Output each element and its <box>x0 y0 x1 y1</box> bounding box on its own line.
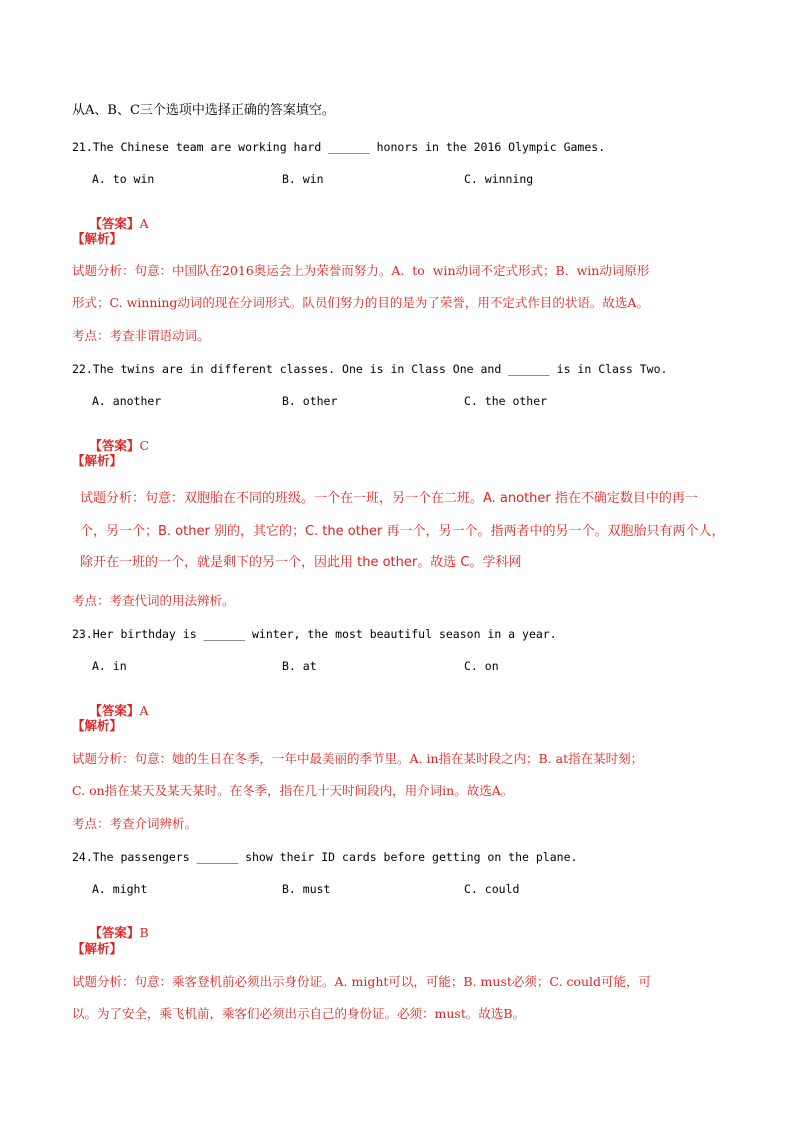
exam-point: 考点：考查介词辨析。 <box>72 816 198 831</box>
answer-label: 【答案】 <box>89 438 140 453</box>
analysis-label: 【解析】 <box>72 941 123 956</box>
answer-label: 【答案】 <box>89 925 140 940</box>
option-a: A. in <box>92 659 127 673</box>
analysis-line: C. on指在某天及某天某时。在冬季，指在几十天时间段内，用介词in。故选A。 <box>72 783 514 798</box>
answer-value: A <box>139 216 149 231</box>
question-stem: 23.Her birthday is ______ winter, the most beautiful season in a year. <box>72 627 557 641</box>
option-b: B. must <box>282 882 331 896</box>
option-b: B. at <box>282 659 317 673</box>
answer-value: B <box>139 925 149 940</box>
analysis-line: 试题分析：句意：中国队在2016奥运会上为荣誉而努力。A. to win动词不定式形式；B. win动词原形 <box>72 263 650 278</box>
analysis-label: 【解析】 <box>72 453 123 468</box>
option-b: B. win <box>282 172 324 186</box>
option-c: C. the other <box>464 394 548 408</box>
analysis-line: 形式；C. winning动词的现在分词形式。队员们努力的目的是为了荣誉，用不定式作目的状语。故选A。 <box>72 295 649 310</box>
analysis-line: 除开在一班的一个，就是剩下的另一个，因此用 the other。故选 C。学科网 <box>80 555 522 570</box>
answer-value: C <box>139 438 150 453</box>
question-stem: 21.The Chinese team are working hard ______ honors in the 2016 Olympic Games. <box>72 140 606 154</box>
analysis-line: 以。为了安全，乘飞机前，乘客们必须出示自己的身份证。必须：must。故选B。 <box>72 1006 526 1021</box>
analysis-label: 【解析】 <box>72 231 123 246</box>
analysis-line: 试题分析：句意：双胞胎在不同的班级。一个在一班，另一个在二班。A. another 指在不确定数目中的再一 <box>80 491 698 506</box>
answer-value: A <box>139 703 149 718</box>
analysis-line: 个，另一个；B. other 别的，其它的；C. the other 再一个，另一个。指两者中的另一个。双胞胎只有两个人， <box>80 524 725 539</box>
exam-point: 考点：考查代词的用法辨析。 <box>72 593 235 608</box>
option-c: C. could <box>464 882 520 896</box>
analysis-line: 试题分析：句意：她的生日在冬季，一年中最美丽的季节里。A. in指在某时段之内；B. at指在某时刻； <box>72 751 644 766</box>
option-c: C. winning <box>464 172 534 186</box>
answer-label: 【答案】 <box>89 216 140 231</box>
analysis-label: 【解析】 <box>72 718 123 733</box>
option-a: A. might <box>92 882 148 896</box>
option-a: A. to win <box>92 172 155 186</box>
question-stem: 24.The passengers ______ show their ID cards before getting on the plane. <box>72 850 578 864</box>
exam-point: 考点：考查非谓语动词。 <box>72 328 210 343</box>
instruction: 从A、B、C三个选项中选择正确的答案填空。 <box>72 103 335 118</box>
analysis-line: 试题分析：句意：乘客登机前必须出示身份证。A. might可以，可能；B. must必须；C. could可能，可 <box>72 974 652 989</box>
answer-label: 【答案】 <box>89 703 140 718</box>
option-c: C. on <box>464 659 499 673</box>
question-stem: 22.The twins are in different classes. One is in Class One and ______ is in Class Two. <box>72 362 668 376</box>
option-a: A. another <box>92 394 162 408</box>
option-b: B. other <box>282 394 338 408</box>
